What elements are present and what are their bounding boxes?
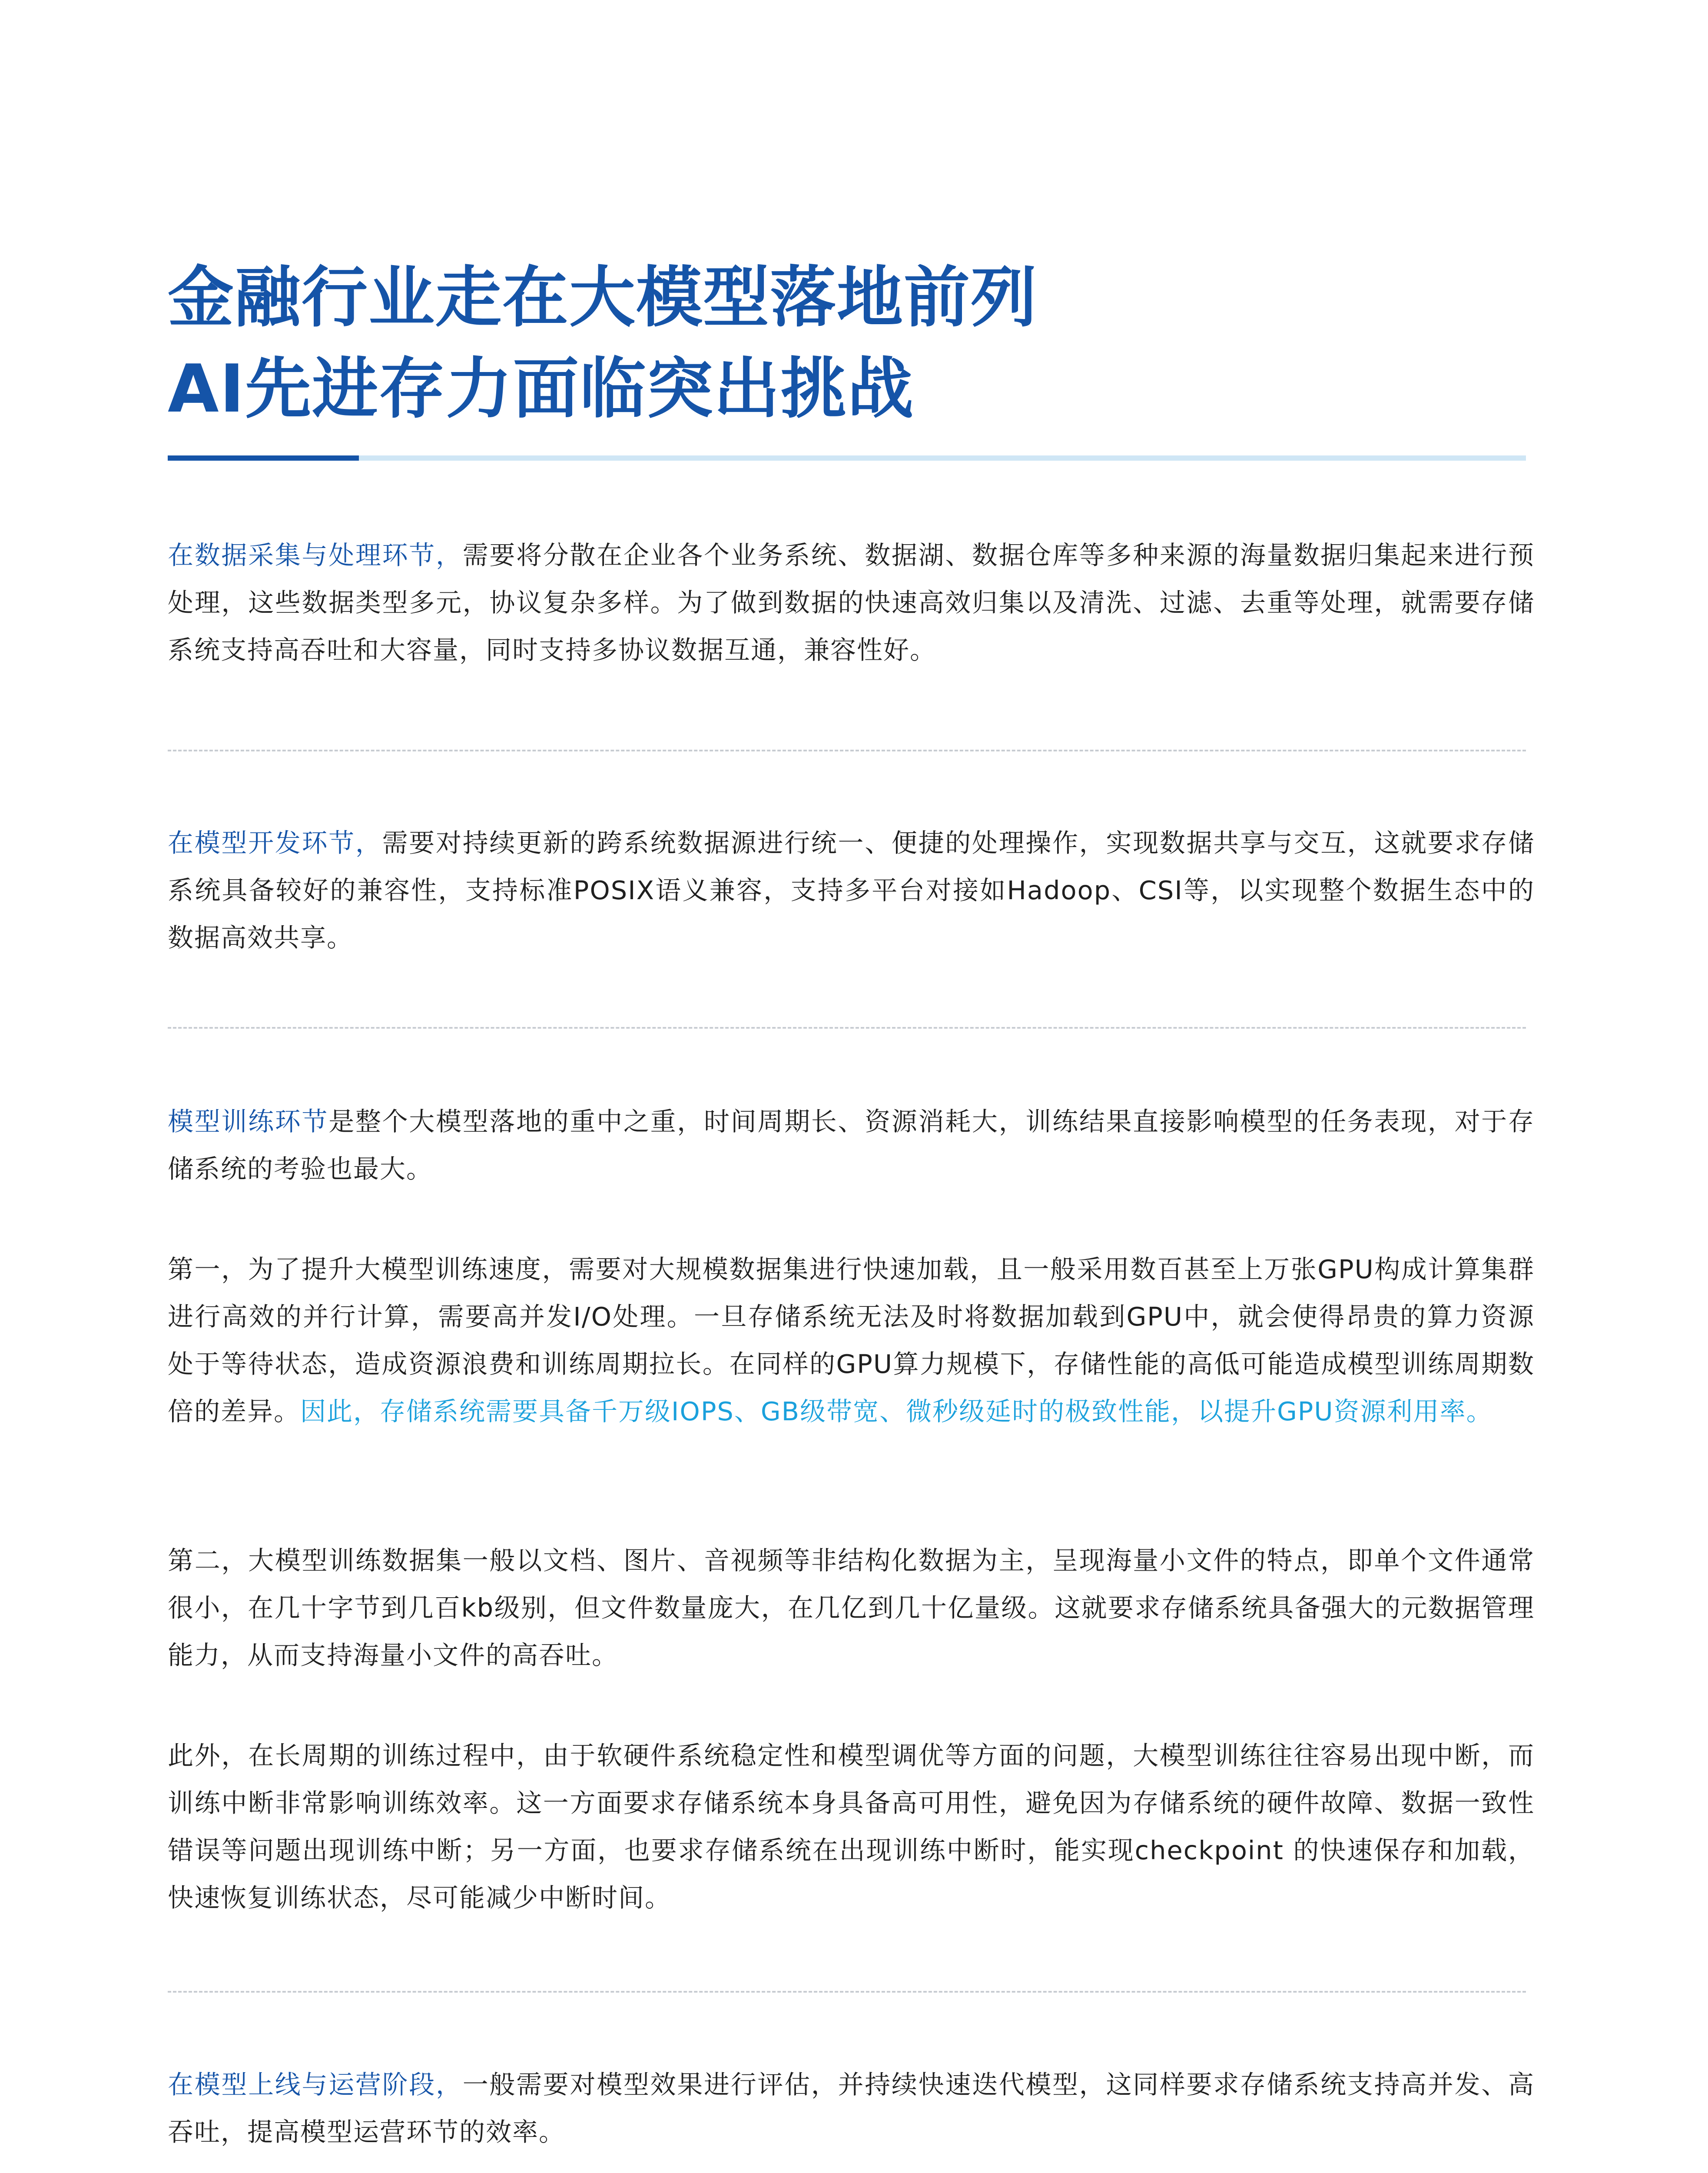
lead-model-operation: 在模型上线与运营阶段，	[168, 2070, 463, 2100]
body-data-collection: 需要将分散在企业各个业务系统、数据湖、数据仓库等多种来源的海量数据归集起来进行预处理，这些数据类型多元，协议复杂多样。为了做到数据的快速高效归集以及清洗、过滤、去重等处理，就需要存储系统支持高吞吐和大容量，同时支持多协议数据互通，兼容性好。	[168, 540, 1535, 665]
section-divider-2	[168, 1027, 1526, 1029]
body-model-training: 是整个大模型落地的重中之重，时间周期长、资源消耗大，训练结果直接影响模型的任务表现，对于存储系统的考验也最大。	[168, 1106, 1535, 1184]
lead-data-collection: 在数据采集与处理环节，	[168, 540, 463, 570]
body-training-point-1: 第一，为了提升大模型训练速度，需要对大规模数据集进行快速加载，且一般采用数百甚至上万张GPU构成计算集群进行高效的并行计算，需要高并发I/O处理。一旦存储系统无法及时将数据加载到GPU中，就会使得昂贵的算力资源处于等待状态，造成资源浪费和训练周期拉长。在同样的GPU算力规模下，存储性能的高低可能造成模型训练周期数倍的差异。	[168, 1254, 1535, 1426]
body-training-point-2: 第二，大模型训练数据集一般以文档、图片、音视频等非结构化数据为主，呈现海量小文件的特点，即单个文件通常很小，在几十字节到几百kb级别，但文件数量庞大，在几亿到几十亿量级。这就要求存储系统具备强大的元数据管理能力，从而支持海量小文件的高吞吐。	[168, 1545, 1535, 1670]
section-divider-1	[168, 750, 1526, 751]
body-model-development: 需要对持续更新的跨系统数据源进行统一、便捷的处理操作，实现数据共享与交互，这就要求存储系统具备较好的兼容性，支持标准POSIX语义兼容，支持多平台对接如Hadoop、CSI等，以实现整个数据生态中的数据高效共享。	[168, 828, 1535, 953]
lead-model-training: 模型训练环节	[168, 1106, 329, 1136]
body-model-operation: 一般需要对模型效果进行评估，并持续快速迭代模型，这同样要求存储系统支持高并发、高吞吐，提高模型运营环节的效率。	[168, 2070, 1535, 2147]
page-title-line-2: AI先进存力面临突出挑战	[168, 350, 915, 427]
section-divider-3	[168, 1991, 1526, 1993]
paragraph-data-collection	[168, 532, 1535, 674]
lead-model-development: 在模型开发环节，	[168, 828, 382, 858]
page-title-line-1: 金融行业走在大模型落地前列	[168, 259, 1038, 336]
paragraph-model-development	[168, 819, 1535, 961]
page-title	[168, 252, 1558, 435]
highlight-training-point-1: 因此，存储系统需要具备千万级IOPS、GB级带宽、微秒级延时的极致性能，以提升GPU资源利用率。	[300, 1396, 1493, 1426]
paragraph-model-training-intro	[168, 1098, 1535, 1193]
body-training-point-3: 此外，在长周期的训练过程中，由于软硬件系统稳定性和模型调优等方面的问题，大模型训练往往容易出现中断，而训练中断非常影响训练效率。这一方面要求存储系统本身具备高可用性，避免因为存储系统的硬件故障、数据一致性错误等问题出现训练中断；另一方面，也要求存储系统在出现训练中断时，能实现checkpoint 的快速保存和加载，快速恢复训练状态，尽可能减少中断时间。	[168, 1741, 1535, 1913]
paragraph-training-point-1	[168, 1246, 1535, 1435]
paragraph-training-point-3	[168, 1732, 1535, 1921]
title-underline	[168, 455, 1526, 461]
paragraph-training-point-2	[168, 1537, 1535, 1679]
paragraph-model-operation	[168, 2061, 1535, 2156]
